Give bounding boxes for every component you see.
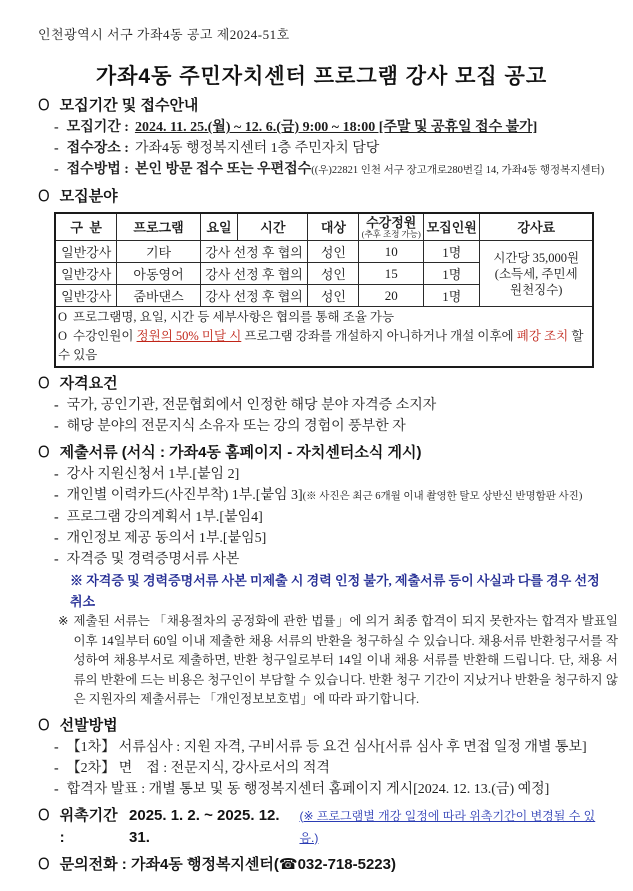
circle-bullet: O [38,805,50,825]
note-text: 할 수 있음 [58,329,587,362]
circle-bullet: O [38,186,50,207]
selection-text: 【2차】 면 접 : 전문지식, 강사로서의 적격 [66,760,330,776]
col-header-day: 요일 [200,213,238,241]
cell-schedule: 강사 선정 후 협의 [200,241,308,263]
dash-bullet: - [54,781,59,797]
fee-line1: 시간당 35,000원 [493,250,580,265]
dash-bullet: - [54,531,59,546]
contact-label: 문의전화 : [59,855,127,873]
col-header-fee: 강사료 [480,213,593,241]
circle-bullet: O [38,715,50,735]
qualification-item [54,416,605,437]
cell-type: 일반강사 [55,263,117,285]
circle-bullet: O [38,854,50,874]
qualification-item [54,395,605,416]
return-note-text: 제출된 서류는 「채용절차의 공정화에 관한 법률」에 의거 최종 합격이 되지 못한자는 합격자 발표일 이후 14일부터 60일 이내 제출한 채용 서류의 반환을 청구하실 수 있습니다. 채용서류 반환청구서를 작성하여 채용부서로 제출하면, 반환 청구일로부터 14일 이내 채용 서류를 반환해 드립니다. 단, 채용 서류의 반환에 드는 비용은 청구인이 부담할 수 있습니다. 반환 청구 기간이 지났거나 반환을 청구하지 않은 지원자의 제출서류는 「개인정보보호법」에 따라 파기합니다. [73,614,622,706]
document-item [54,485,605,507]
section-heading-text: 선발방법 [59,716,118,734]
cell-capacity: 10 [359,241,424,263]
documents-return-note [58,612,622,710]
method-label: 접수방법 : [66,162,129,177]
recruit-method-line [54,159,605,181]
section-recruit-period [38,95,605,181]
qualification-text: 국가, 공인기관, 전문협회에서 인정한 해당 분야 자격증 소지자 [66,398,437,413]
fee-line2: (소득세, 주민세 [494,266,578,281]
appointment-line [38,805,605,849]
section-heading-text: 모집분야 [59,188,118,205]
recruit-period-line [54,117,605,138]
col-header-capacity [359,213,424,241]
qualification-text: 해당 분야의 전문지식 소유자 또는 강의 경험이 풍부한 자 [66,419,406,434]
cell-schedule: 강사 선정 후 협의 [200,285,308,307]
dash-bullet: - [54,162,59,177]
documents-warning-note: ※ 자격증 및 경력증명서류 사본 미제출 시 경력 인정 불가, 제출서류 등이 사실과 다를 경우 선정 취소 [70,573,603,609]
place-label: 접수장소 : [66,141,129,156]
cell-capacity: 20 [359,285,424,307]
col-header-time: 시간 [238,213,308,241]
section-heading-text: 자격요건 [59,375,118,392]
document-item [54,507,605,528]
section-contact [38,854,605,876]
program-table [54,212,594,368]
ref-mark: ※ [58,614,69,628]
cell-program: 기타 [117,241,200,263]
cell-program: 아동영어 [117,263,200,285]
period-value: 2024. 11. 25.(월) ~ 12. 6.(금) 9:00 ~ 18:00 [주말 및 공휴일 접수 불가] [134,120,538,135]
doc-number: 인천광역시 서구 가좌4동 공고 제2024-51호 [38,27,290,42]
selection-text: 합격자 발표 : 개별 통보 및 동 행정복지센터 홈페이지 게시[2024. 12. 13.(금) 예정] [66,781,550,797]
col-header-program: 프로그램 [117,213,200,241]
section-heading-recruit [38,95,605,117]
cell-target: 성인 [308,285,359,307]
document-text: 프로그램 강의계획서 1부.[붙임4] [66,510,263,525]
cell-positions: 1명 [423,285,479,307]
cell-positions: 1명 [423,241,479,263]
section-documents [38,442,622,710]
section-appointment [38,805,605,849]
circle-bullet: O [38,95,50,116]
capacity-title: 수강정원 [366,215,417,230]
dash-bullet: - [54,120,59,135]
appointment-value: 2025. 1. 2. ~ 2025. 12. 31. [129,806,284,846]
section-heading-text: 모집기간 및 접수안내 [59,97,199,114]
dash-bullet: - [54,552,59,567]
section-qualification [38,373,605,437]
section-selection [38,715,605,800]
appointment-label: 위촉기간 : [59,806,118,846]
note-highlight-closure: 폐강 조치 [516,329,569,343]
document-item [54,549,605,570]
col-header-positions: 모집인원 [423,213,479,241]
note-text: 프로그램 강좌를 개설하지 아니하거나 개설 이후에 [241,329,517,343]
section-heading-documents [38,442,605,464]
table-notes-row [55,307,593,368]
section-heading-field [38,186,605,208]
selection-result [54,779,605,800]
circle-bullet: O [58,329,68,343]
appointment-note: (※ 프로그램별 개강 일정에 따라 위촉기간이 변경될 수 있음.) [299,808,596,845]
table-note-2 [58,327,590,365]
table-note-1 [58,308,590,327]
cell-schedule: 강사 선정 후 협의 [200,263,308,285]
section-heading-qualification [38,373,605,395]
dash-bullet: - [54,739,59,755]
place-value: 가좌4동 행정복지센터 1층 주민자치 담당 [134,141,380,156]
document-text: 개인정보 제공 동의서 1부.[붙임5] [66,531,267,546]
document-text: 개인별 이력카드(사진부착) 1부.[붙임 3] [66,488,303,503]
note-text: 수강인원이 [73,329,137,343]
fee-line3: 원천징수) [510,282,563,297]
note-highlight-under-capacity: 정원의 50% 미달 시 [136,329,242,343]
recruit-place-line [54,138,605,159]
dash-bullet: - [54,467,59,482]
document-photo-note: (※ 사진은 최근 6개월 이내 촬영한 탈모 상반신 반명함판 사진) [302,491,583,502]
cell-capacity: 15 [359,263,424,285]
cell-target: 성인 [308,241,359,263]
document-text: 자격증 및 경력증명서류 사본 [66,552,240,567]
selection-step-1 [54,737,605,758]
table-header-row [55,213,593,241]
section-heading-text: 제출서류 (서식 : 가좌4동 홈페이지 - 자치센터소식 게시) [59,444,422,461]
circle-bullet: O [38,442,50,463]
document-item [54,464,605,485]
selection-text: 【1차】 서류심사 : 지원 자격, 구비서류 등 요건 심사[서류 심사 후 면접 일정 개별 통보] [66,739,587,755]
page-title: 가좌4동 주민자치센터 프로그램 강사 모집 공고 [95,65,548,88]
dash-bullet: - [54,398,59,413]
circle-bullet: O [38,373,50,394]
document-text: 강사 지원신청서 1부.[붙임 2] [66,467,240,482]
col-header-type: 구 분 [55,213,117,241]
table-row [55,241,593,263]
dash-bullet: - [54,760,59,776]
table-notes [55,307,593,368]
document-item [54,528,605,549]
dash-bullet: - [54,488,59,503]
dash-bullet: - [54,510,59,525]
dash-bullet: - [54,419,59,434]
capacity-subtitle: (추후 조정 가능) [361,229,421,239]
contact-value: 가좌4동 행정복지센터(☎032-718-5223) [130,855,396,873]
section-heading-selection [38,715,605,737]
section-recruit-field [38,186,605,368]
selection-step-2 [54,758,605,779]
method-note: ((우)22821 인천 서구 장고개로280번길 14, 가좌4동 행정복지센터) [311,165,605,176]
period-label: 모집기간 : [66,120,129,135]
note-text: 프로그램명, 요일, 시간 등 세부사항은 협의를 통해 조율 가능 [73,310,395,324]
circle-bullet: O [58,310,68,324]
cell-target: 성인 [308,263,359,285]
contact-line [38,854,605,876]
cell-fee [480,241,593,307]
cell-type: 일반강사 [55,241,117,263]
cell-program: 줌바댄스 [117,285,200,307]
cell-type: 일반강사 [55,285,117,307]
dash-bullet: - [54,141,59,156]
col-header-target: 대상 [308,213,359,241]
method-value: 본인 방문 접수 또는 우편접수 [134,162,312,177]
cell-positions: 1명 [423,263,479,285]
